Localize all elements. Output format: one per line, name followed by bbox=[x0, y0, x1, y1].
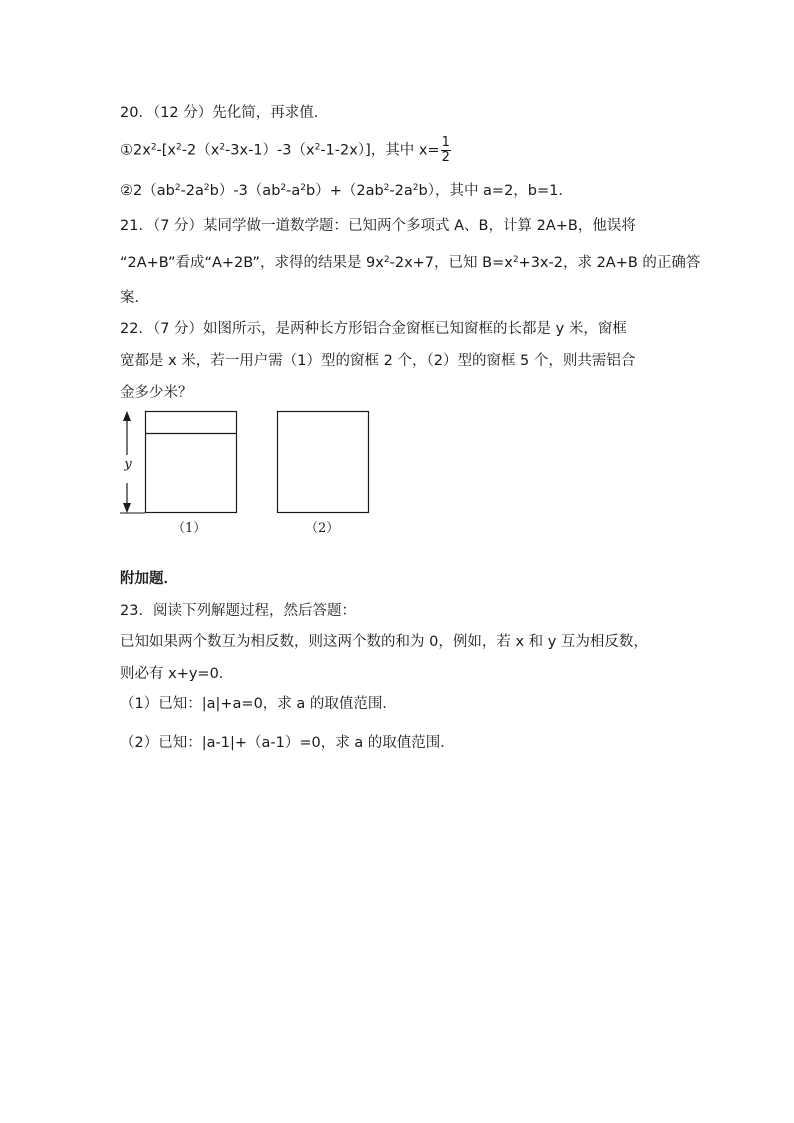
q20-part1: $①2x^2-[x^2-2(x^2-3x-1)-3(x^2-1-2x)]$，其中 x= $\frac{1}{2}$ bbox=[120, 135, 450, 165]
frame-type-2 bbox=[278, 412, 369, 513]
q23-part2: （2）已知：|a-1|+（a-1）=0，求 a 的取值范围． bbox=[120, 735, 455, 751]
y-dimension-label: y bbox=[124, 457, 132, 472]
down-arrow-icon bbox=[123, 503, 131, 513]
q23-title: 23．阅读下列解题过程，然后答题： bbox=[120, 603, 356, 619]
q23-part1: （1）已知：|a|+a=0，求 a 的取值范围． bbox=[120, 696, 397, 712]
q23-line1: 已知如果两个数互为相反数，则这两个数的和为 0，例如，若 x 和 y 互为相反数， bbox=[120, 634, 648, 650]
frame-type-1 bbox=[146, 412, 237, 513]
q21-line1: 21．（7 分）某同学做一道数学题：已知两个多项式 A、B，计算 2A+B，他误将 bbox=[120, 218, 636, 234]
q22-line1: 22．（7 分）如图所示，是两种长方形铝合金窗框已知窗框的长都是 y 米，窗框 bbox=[120, 321, 627, 337]
q22-line2: 宽都是 x 米，若一用户需（1）型的窗框 2 个，（2）型的窗框 5 个，则共需铝合 bbox=[120, 353, 636, 369]
q21-line3: 案． bbox=[120, 290, 149, 306]
q20-title: 20．（12 分）先化简，再求值． bbox=[120, 105, 329, 121]
extra-heading: 附加题． bbox=[120, 571, 178, 587]
figure-caption-2: （2） bbox=[305, 521, 340, 536]
fraction-one-half: $\frac{1}{2}$ bbox=[441, 135, 450, 165]
up-arrow-icon bbox=[123, 411, 131, 421]
window-frames-figure bbox=[115, 405, 385, 520]
q20-part2: $②2(ab^2-2a^2b)-3(ab^2-a^2b)+(2ab^2-2a^2b)$，其中 a=2，b=1． bbox=[120, 183, 573, 199]
q22-line3: 金多少米？ bbox=[120, 385, 193, 401]
q23-line2: 则必有 x+y=0． bbox=[120, 666, 234, 682]
q21-line2: “2A+B”看成“A+2B”，求得的结果是 $9x^2-2x+7$，已知 $B=x^2+3x-2$，求 2A+B 的正确答 bbox=[120, 255, 701, 271]
figure-caption-1: （1） bbox=[172, 521, 207, 536]
